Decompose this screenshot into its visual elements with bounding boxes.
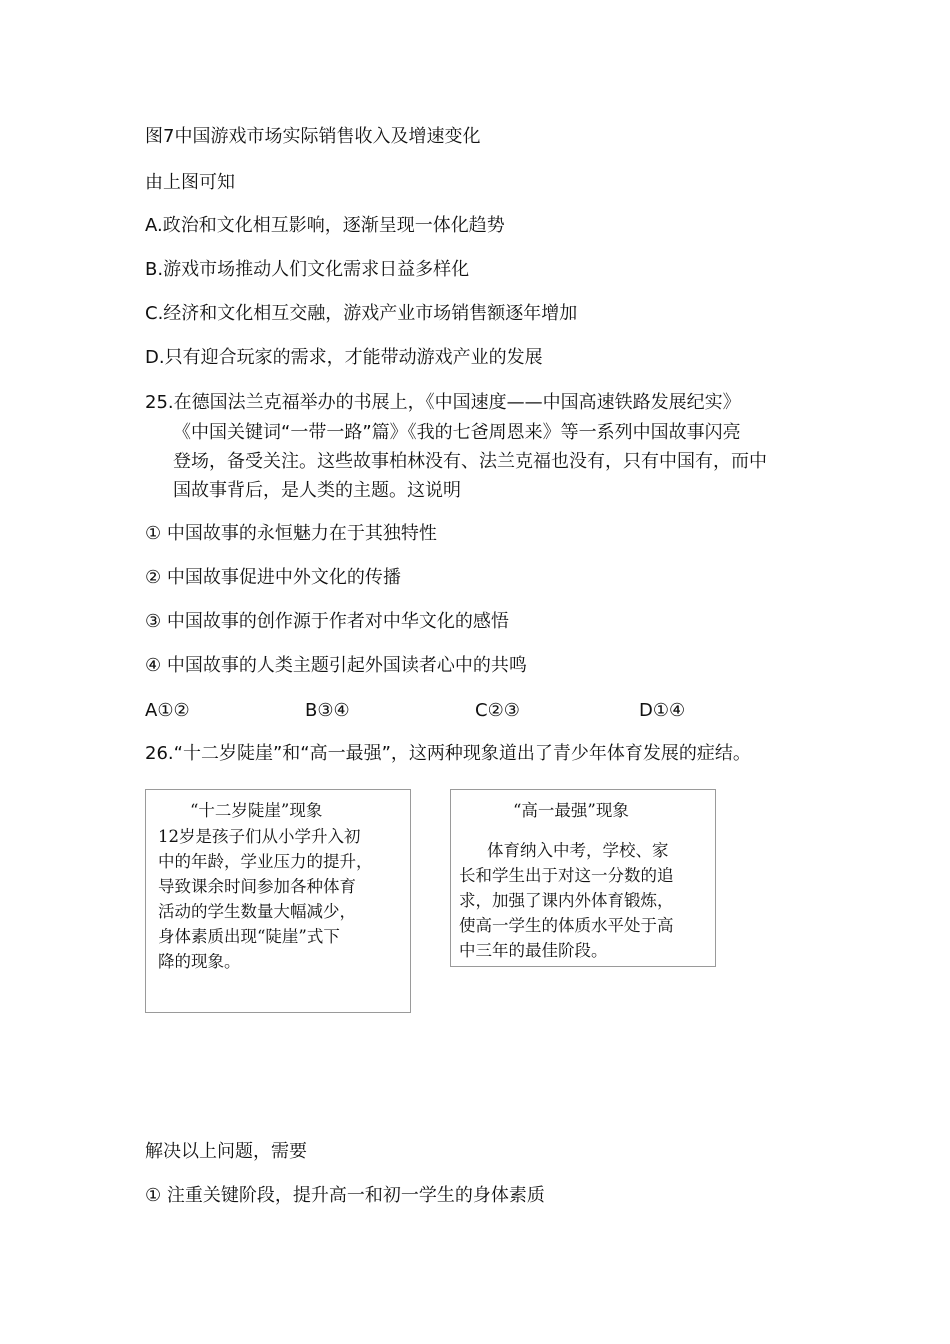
q24-option-d: D.只有迎合玩家的需求，才能带动游戏产业的发展 <box>145 347 543 368</box>
question-25-stem-line-2: 《中国关键词“一带一路”篇》《我的七爸周恩来》等一系列中国故事闪亮 <box>173 422 741 443</box>
box-left-line-1: 12岁是孩子们从小学升入初 <box>158 827 361 846</box>
q26-statement-1: ① 注重关键阶段，提升高一和初一学生的身体素质 <box>145 1185 545 1206</box>
q25-statement-2: ② 中国故事促进中外文化的传播 <box>145 567 401 588</box>
question-24-stem: 由上图可知 <box>145 172 235 193</box>
q24-option-a: A.政治和文化相互影响，逐渐呈现一体化趋势 <box>145 215 505 236</box>
box-right-line-2: 长和学生出于对这一分数的追 <box>459 866 674 885</box>
box-right-line-1: 体育纳入中考，学校、家 <box>487 841 669 860</box>
q24-option-c: C.经济和文化相互交融，游戏产业市场销售额逐年增加 <box>145 303 578 324</box>
question-25-stem-line-1: 25.在德国法兰克福举办的书展上，《中国速度——中国高速铁路发展纪实》 <box>145 392 741 413</box>
box-left-line-3: 导致课余时间参加各种体育 <box>158 877 356 896</box>
q25-choice-c: C②③ <box>475 700 520 721</box>
box-right-title: “高一最强”现象 <box>513 801 629 820</box>
box-right-line-5: 中三年的最佳阶段。 <box>459 941 608 960</box>
box-twelve-year-cliff <box>145 789 411 1013</box>
q25-choice-a: A①② <box>145 700 190 721</box>
q25-choice-b: B③④ <box>305 700 350 721</box>
question-25-stem-line-4: 国故事背后，是人类的主题。这说明 <box>173 480 461 501</box>
question-26-stem: 26.“十二岁陡崖”和“高一最强”，这两种现象道出了青少年体育发展的症结。 <box>145 743 751 764</box>
q25-statement-4: ④ 中国故事的人类主题引起外国读者心中的共鸣 <box>145 655 527 676</box>
box-left-line-6: 降的现象。 <box>158 952 241 971</box>
question-25-stem-line-3: 登场，备受关注。这些故事柏林没有、法兰克福也没有，只有中国有，而中 <box>173 451 767 472</box>
box-right-line-4: 使高一学生的体质水平处于高 <box>459 916 674 935</box>
box-left-line-4: 活动的学生数量大幅减少， <box>158 902 356 921</box>
box-left-line-2: 中的年龄，学业压力的提升， <box>158 852 373 871</box>
q24-option-b: B.游戏市场推动人们文化需求日益多样化 <box>145 259 470 280</box>
figure-caption: 图7中国游戏市场实际销售收入及增速变化 <box>145 126 481 147</box>
question-26-prompt: 解决以上问题，需要 <box>145 1141 307 1162</box>
box-left-line-5: 身体素质出现“陡崖”式下 <box>158 927 340 946</box>
box-left-title: “十二岁陡崖”现象 <box>190 801 323 820</box>
q25-statement-3: ③ 中国故事的创作源于作者对中华文化的感悟 <box>145 611 509 632</box>
q25-choice-d: D①④ <box>639 700 686 721</box>
box-right-line-3: 求，加强了课内外体育锻炼， <box>459 891 674 910</box>
box-grade-ten-strongest <box>450 789 716 967</box>
q25-statement-1: ① 中国故事的永恒魅力在于其独特性 <box>145 523 437 544</box>
